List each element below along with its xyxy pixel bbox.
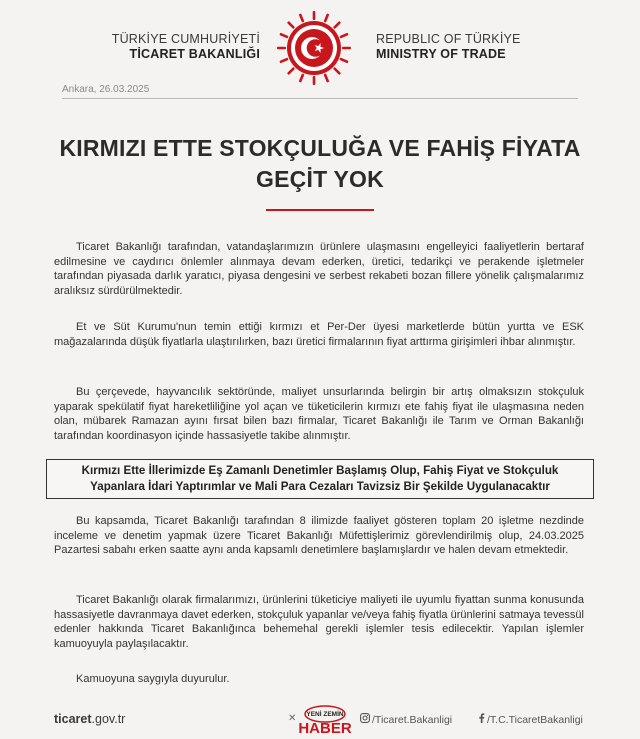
website-domain-rest: .gov.tr: [91, 712, 126, 726]
website-domain-bold: ticaret: [54, 712, 92, 726]
date-divider: [62, 98, 578, 99]
facebook-handle: /T.C.TicaretBakanligi: [487, 714, 583, 726]
ministry-name-en: [376, 32, 521, 62]
highlight-line-2: Yapanlara İdari Yaptırımlar ve Mali Para Cezaları Tavizsiz Bir Şekilde Uygulanacaktır: [90, 479, 550, 493]
facebook-link[interactable]: [478, 713, 583, 726]
x-icon[interactable]: ✕: [288, 713, 297, 724]
ministry-tr: TİCARET BAKANLIĞI: [129, 47, 260, 61]
ministry-name-tr: [112, 32, 260, 62]
closing-line: Kamuoyuna saygıyla duyurulur.: [76, 673, 230, 685]
instagram-handle: /Ticaret.Bakanligi: [372, 714, 453, 726]
ministry-en: MINISTRY OF TRADE: [376, 47, 506, 61]
paragraph-3: Bu çerçevede, hayvancılık sektöründe, maliyet unsurlarında belirgin bir artış olmaksızın stokçuluk yaparak spekülatif fiyat hareketliliğine yol açan ve tüketicilerin kırmızı ete fahiş fiyat ile ulaşmasına neden olan, mübarek Ramazan ayını fırsat bilen bazı firmalar, Ticaret Bakanlığı ile Tarım ve Orman Bakanlığı tarafından koordinasyon içinde hassasiyetle takibe alınmıştır.: [54, 386, 584, 442]
paragraph-2: Et ve Süt Kurumu'nun temin ettiği kırmızı et Per-Der üyesi marketlerde bütün yurtta ve ESK mağazalarında düşük fiyatlarla ulaştırılırken, bazı üretici firmalarının fiyat arttırma girişimleri ihbar alınmıştır.: [54, 321, 584, 348]
press-release-title: KIRMIZI ETTE STOKÇULUĞA VE FAHİŞ FİYATA GEÇİT YOK: [59, 135, 581, 192]
paragraph-4: Bu kapsamda, Ticaret Bakanlığı tarafından 8 ilimizde faaliyet gösteren toplam 20 işletme nezdinde inceleme ve denetim yapmak üzere Ticaret Bakanlığı Müfettişlerimiz görevlendirilmiş olup, 24.03.2025 Pazartesi sabahı erken saatte aynı anda kapsamlı denetimlere başlamışlardır ve halen devam etmektedir.: [54, 515, 584, 557]
letterhead: [0, 10, 640, 86]
paragraph-1: Ticaret Bakanlığı tarafından, vatandaşlarımızın ürünlere ulaşmasını engelleyici faaliyetlerin bertaraf edilmesine ve caydırıcı önlemler alınmaya devam ederken, üretici, tedarikçi ve perakende işletmeler tarafından piyasada darlık yaratıcı, piyasa dengesini ve serbest rekabeti bozan fillere yönelik çalışmalarımız aralıksız sürdürülmektedir.: [54, 241, 584, 297]
svg-text:HABER: HABER: [298, 720, 352, 736]
republic-en: REPUBLIC OF TÜRKİYE: [376, 32, 521, 46]
highlight-box: [46, 459, 594, 499]
svg-text:YENİ ZEMİN: YENİ ZEMİN: [306, 711, 344, 718]
paragraph-5: Ticaret Bakanlığı olarak firmalarımızı, ürünlerini tüketiciye maliyeti ile uyumlu fiyattan sunma konusunda hassasiyetle davranmaya davet ederken, stokçuluk yapanlar ve/veya fahiş fiyatla ürünlerini satmaya tevessül edenler hakkında Ticaret Bakanlığınca behemehal gerekli işlemler tesis edilecektir. Yapılan işlemler kamuoyuyla paylaşılacaktır.: [54, 594, 584, 650]
ministry-logo: [272, 10, 356, 86]
title-underline: [266, 209, 374, 211]
watermark-logo: [296, 702, 354, 736]
date-label: Ankara, 26.03.2025: [62, 84, 153, 95]
republic-tr: TÜRKİYE CUMHURİYETİ: [111, 32, 260, 46]
website-link[interactable]: [54, 712, 125, 726]
facebook-icon: [478, 713, 485, 726]
highlight-line-1: Kırmızı Ette İllerimizde Eş Zamanlı Denetimler Başlamış Olup, Fahiş Fiyat ve Stokçuluk: [81, 464, 559, 477]
instagram-link[interactable]: [360, 713, 452, 726]
date-row: [62, 84, 578, 100]
instagram-icon: [360, 713, 370, 726]
